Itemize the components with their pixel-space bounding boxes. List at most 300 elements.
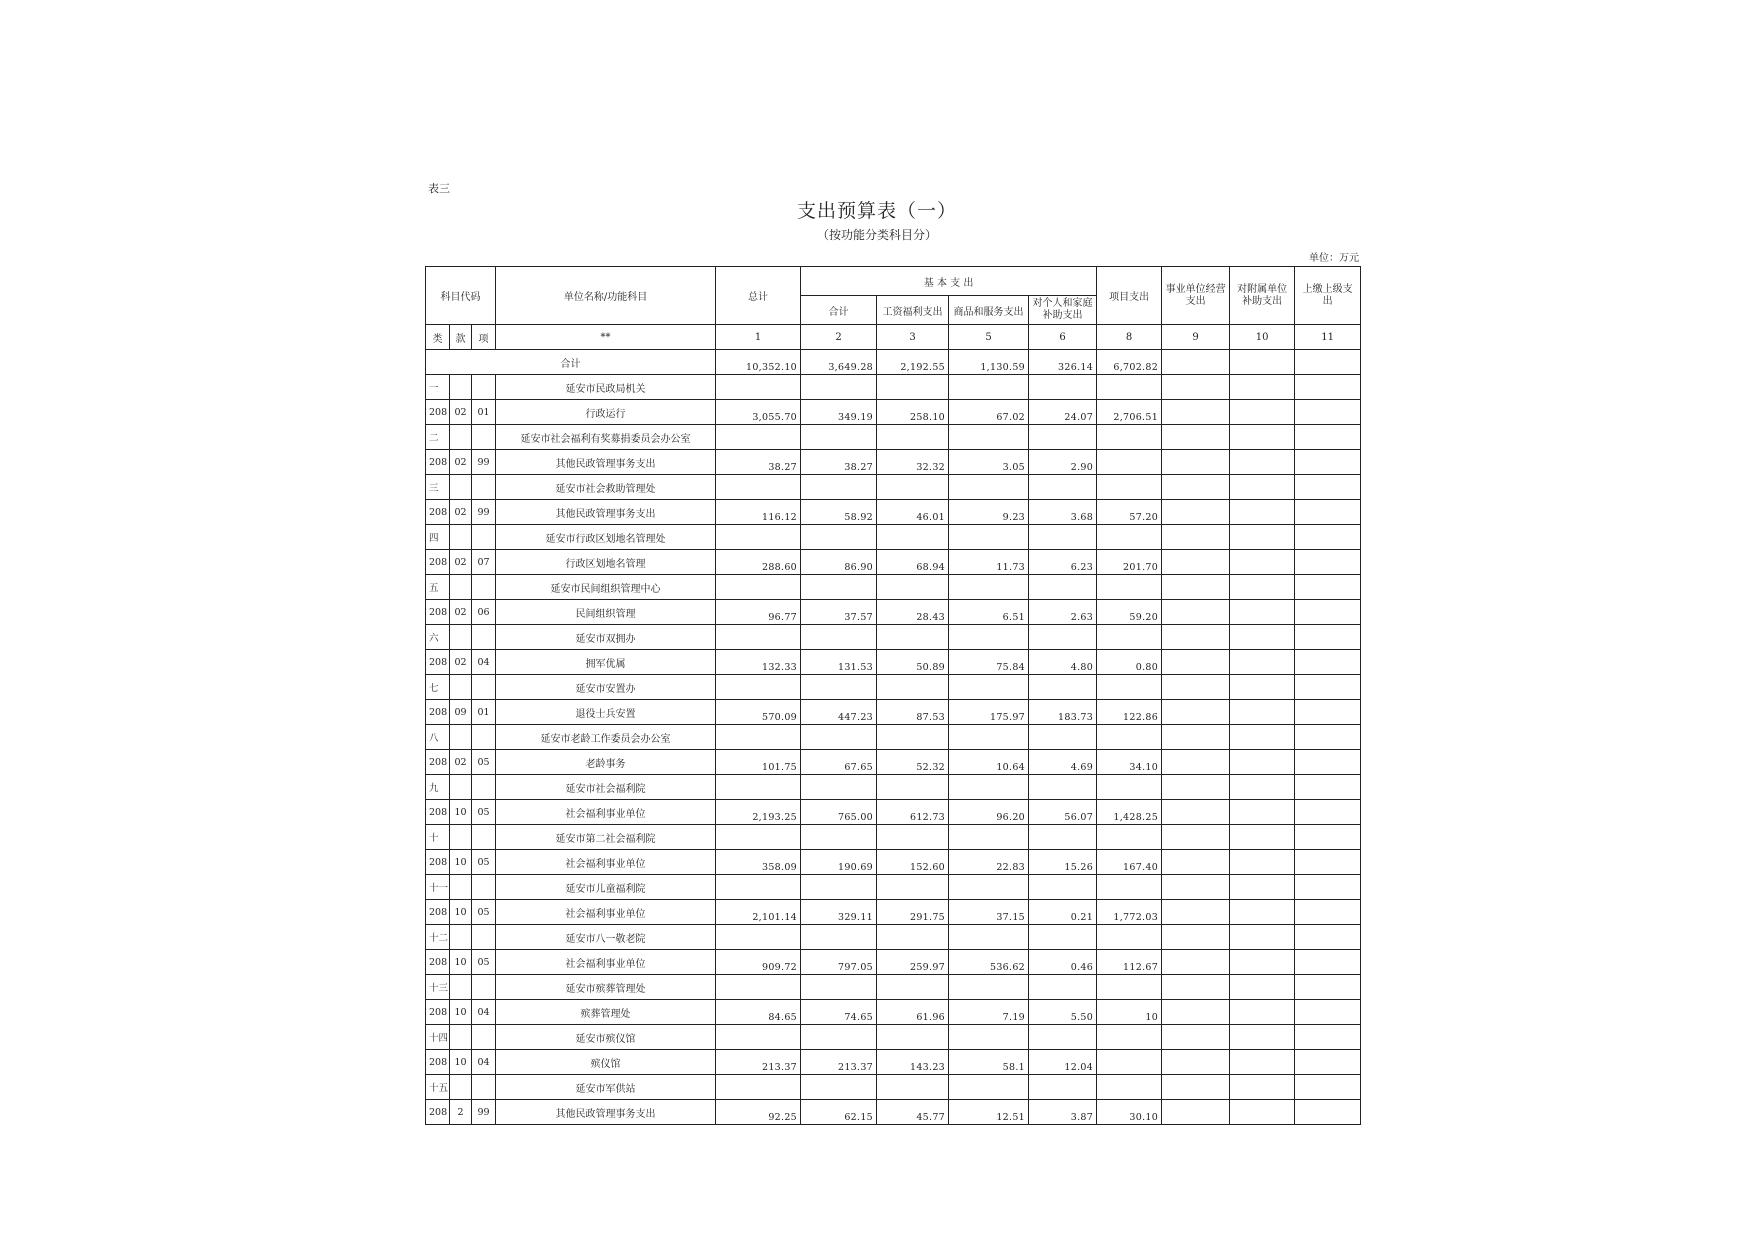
value-cell bbox=[1295, 525, 1361, 550]
value-cell: 765.00 bbox=[801, 800, 877, 825]
value-cell bbox=[1097, 975, 1162, 1000]
value-cell: 3.05 bbox=[949, 450, 1029, 475]
value-cell: 6,702.82 bbox=[1097, 350, 1162, 375]
value-cell bbox=[949, 675, 1029, 700]
unit-name-cell: 民间组织管理 bbox=[496, 600, 716, 625]
value-cell bbox=[716, 625, 801, 650]
lei-cell: 一 bbox=[426, 375, 450, 400]
value-cell bbox=[1295, 1050, 1361, 1075]
kuan-cell: 02 bbox=[450, 400, 472, 425]
value-cell: 349.19 bbox=[801, 400, 877, 425]
value-cell bbox=[801, 925, 877, 950]
value-cell: 2.63 bbox=[1029, 600, 1097, 625]
value-cell bbox=[1295, 400, 1361, 425]
value-cell: 2,706.51 bbox=[1097, 400, 1162, 425]
lei-cell: 十二 bbox=[426, 925, 450, 950]
value-cell bbox=[949, 775, 1029, 800]
value-cell bbox=[1295, 875, 1361, 900]
value-cell bbox=[1230, 475, 1295, 500]
kuan-cell bbox=[450, 575, 472, 600]
unit-name-cell: 延安市八一敬老院 bbox=[496, 925, 716, 950]
value-cell: 447.23 bbox=[801, 700, 877, 725]
value-cell bbox=[1029, 575, 1097, 600]
value-cell bbox=[1230, 1050, 1295, 1075]
value-cell bbox=[1097, 775, 1162, 800]
xiang-cell bbox=[472, 975, 496, 1000]
value-cell bbox=[1230, 425, 1295, 450]
value-cell bbox=[801, 625, 877, 650]
lei-cell: 八 bbox=[426, 725, 450, 750]
value-cell bbox=[1097, 1025, 1162, 1050]
value-cell bbox=[1029, 875, 1097, 900]
value-cell: 1,130.59 bbox=[949, 350, 1029, 375]
value-cell: 909.72 bbox=[716, 950, 801, 975]
value-cell: 2,192.55 bbox=[877, 350, 949, 375]
page-title: 支出预算表（一） bbox=[796, 200, 957, 222]
value-cell bbox=[1162, 1100, 1230, 1125]
header-upper: 上缴上级支出 bbox=[1295, 267, 1361, 325]
lei-cell: 六 bbox=[426, 625, 450, 650]
unit-name-cell: 延安市老龄工作委员会办公室 bbox=[496, 725, 716, 750]
xiang-cell bbox=[472, 675, 496, 700]
value-cell bbox=[949, 525, 1029, 550]
value-cell bbox=[1162, 525, 1230, 550]
value-cell: 3.68 bbox=[1029, 500, 1097, 525]
value-cell: 67.65 bbox=[801, 750, 877, 775]
value-cell: 30.10 bbox=[1097, 1100, 1162, 1125]
value-cell bbox=[1230, 700, 1295, 725]
xiang-cell: 99 bbox=[472, 1100, 496, 1125]
value-cell: 10,352.10 bbox=[716, 350, 801, 375]
value-cell bbox=[716, 975, 801, 1000]
kuan-cell bbox=[450, 775, 472, 800]
unit-name-cell: 拥军优属 bbox=[496, 650, 716, 675]
value-cell bbox=[1230, 625, 1295, 650]
xiang-cell: 01 bbox=[472, 400, 496, 425]
value-cell bbox=[1295, 900, 1361, 925]
xiang-cell: 05 bbox=[472, 850, 496, 875]
table-row bbox=[426, 900, 1361, 925]
table-row bbox=[426, 400, 1361, 425]
value-cell bbox=[877, 675, 949, 700]
value-cell bbox=[877, 575, 949, 600]
table-row bbox=[426, 600, 1361, 625]
value-cell bbox=[1097, 375, 1162, 400]
unit-name-cell: 延安市社会救助管理处 bbox=[496, 475, 716, 500]
value-cell bbox=[1295, 1000, 1361, 1025]
lei-cell: 208 bbox=[426, 1000, 450, 1025]
kuan-cell bbox=[450, 475, 472, 500]
value-cell bbox=[1029, 375, 1097, 400]
value-cell: 10 bbox=[1097, 1000, 1162, 1025]
value-cell bbox=[1162, 500, 1230, 525]
value-cell bbox=[801, 475, 877, 500]
value-cell bbox=[716, 825, 801, 850]
value-cell: 797.05 bbox=[801, 950, 877, 975]
value-cell: 1,772.03 bbox=[1097, 900, 1162, 925]
kuan-cell: 02 bbox=[450, 450, 472, 475]
value-cell bbox=[877, 875, 949, 900]
unit-name-cell: 社会福利事业单位 bbox=[496, 950, 716, 975]
xiang-cell bbox=[472, 825, 496, 850]
unit-name-cell: 殡仪馆 bbox=[496, 1050, 716, 1075]
value-cell bbox=[1162, 625, 1230, 650]
value-cell: 74.65 bbox=[801, 1000, 877, 1025]
value-cell bbox=[1295, 575, 1361, 600]
value-cell: 5.50 bbox=[1029, 1000, 1097, 1025]
header-project: 项目支出 bbox=[1097, 267, 1162, 325]
value-cell bbox=[1230, 725, 1295, 750]
value-cell bbox=[949, 1075, 1029, 1100]
header-index: 2 bbox=[801, 325, 877, 350]
value-cell bbox=[1162, 375, 1230, 400]
xiang-cell: 04 bbox=[472, 650, 496, 675]
header-lei: 类 bbox=[426, 325, 450, 350]
table-row bbox=[426, 1025, 1361, 1050]
value-cell: 15.26 bbox=[1029, 850, 1097, 875]
table-row bbox=[426, 575, 1361, 600]
value-cell bbox=[877, 425, 949, 450]
header-goods: 商品和服务支出 bbox=[949, 296, 1029, 325]
value-cell bbox=[877, 775, 949, 800]
value-cell: 131.53 bbox=[801, 650, 877, 675]
value-cell bbox=[1230, 1025, 1295, 1050]
value-cell bbox=[1295, 425, 1361, 450]
value-cell: 84.65 bbox=[716, 1000, 801, 1025]
unit-name-cell: 其他民政管理事务支出 bbox=[496, 450, 716, 475]
table-row bbox=[426, 625, 1361, 650]
value-cell bbox=[1230, 775, 1295, 800]
kuan-cell: 10 bbox=[450, 800, 472, 825]
header-index: 3 bbox=[877, 325, 949, 350]
xiang-cell bbox=[472, 1075, 496, 1100]
value-cell bbox=[1029, 825, 1097, 850]
value-cell bbox=[716, 1075, 801, 1100]
value-cell bbox=[1029, 775, 1097, 800]
unit-name-cell: 延安市殡葬管理处 bbox=[496, 975, 716, 1000]
value-cell bbox=[1230, 550, 1295, 575]
value-cell: 61.96 bbox=[877, 1000, 949, 1025]
kuan-cell bbox=[450, 525, 472, 550]
lei-cell: 208 bbox=[426, 950, 450, 975]
value-cell: 201.70 bbox=[1097, 550, 1162, 575]
header-row-1 bbox=[426, 267, 1361, 296]
xiang-cell: 04 bbox=[472, 1000, 496, 1025]
value-cell bbox=[1230, 600, 1295, 625]
table-row bbox=[426, 925, 1361, 950]
value-cell bbox=[1230, 450, 1295, 475]
value-cell bbox=[877, 825, 949, 850]
header-kuan: 款 bbox=[450, 325, 472, 350]
value-cell bbox=[1029, 1075, 1097, 1100]
xiang-cell bbox=[472, 575, 496, 600]
value-cell bbox=[949, 1025, 1029, 1050]
value-cell bbox=[1162, 1075, 1230, 1100]
value-cell bbox=[1029, 675, 1097, 700]
value-cell bbox=[877, 725, 949, 750]
value-cell bbox=[1230, 650, 1295, 675]
value-cell bbox=[877, 625, 949, 650]
table-row bbox=[426, 725, 1361, 750]
value-cell bbox=[1230, 875, 1295, 900]
table-row bbox=[426, 875, 1361, 900]
value-cell bbox=[1097, 525, 1162, 550]
header-basic-total: 合计 bbox=[801, 296, 877, 325]
header-salary: 工资福利支出 bbox=[877, 296, 949, 325]
value-cell bbox=[1295, 650, 1361, 675]
value-cell: 7.19 bbox=[949, 1000, 1029, 1025]
value-cell bbox=[1029, 625, 1097, 650]
value-cell bbox=[1162, 1025, 1230, 1050]
value-cell: 0.21 bbox=[1029, 900, 1097, 925]
value-cell: 96.77 bbox=[716, 600, 801, 625]
lei-cell: 十 bbox=[426, 825, 450, 850]
value-cell: 22.83 bbox=[949, 850, 1029, 875]
value-cell: 2,101.14 bbox=[716, 900, 801, 925]
unit-name-cell: 延安市双拥办 bbox=[496, 625, 716, 650]
xiang-cell bbox=[472, 875, 496, 900]
table-row bbox=[426, 550, 1361, 575]
unit-name-cell: 其他民政管理事务支出 bbox=[496, 1100, 716, 1125]
value-cell bbox=[1230, 525, 1295, 550]
value-cell bbox=[1295, 1075, 1361, 1100]
header-xiang: 项 bbox=[472, 325, 496, 350]
value-cell: 101.75 bbox=[716, 750, 801, 775]
value-cell bbox=[877, 375, 949, 400]
table-row bbox=[426, 1000, 1361, 1025]
page-subtitle: （按功能分类科目分） bbox=[816, 228, 937, 242]
xiang-cell: 99 bbox=[472, 450, 496, 475]
kuan-cell: 10 bbox=[450, 950, 472, 975]
value-cell: 37.57 bbox=[801, 600, 877, 625]
value-cell: 24.07 bbox=[1029, 400, 1097, 425]
unit-name-cell: 延安市社会福利院 bbox=[496, 775, 716, 800]
value-cell bbox=[801, 425, 877, 450]
value-cell bbox=[1230, 850, 1295, 875]
lei-cell: 208 bbox=[426, 600, 450, 625]
value-cell: 87.53 bbox=[877, 700, 949, 725]
table-row bbox=[426, 425, 1361, 450]
xiang-cell bbox=[472, 1025, 496, 1050]
value-cell bbox=[1162, 775, 1230, 800]
kuan-cell: 2 bbox=[450, 1100, 472, 1125]
value-cell bbox=[801, 775, 877, 800]
value-cell: 11.73 bbox=[949, 550, 1029, 575]
value-cell bbox=[1162, 600, 1230, 625]
value-cell bbox=[1295, 1025, 1361, 1050]
value-cell: 258.10 bbox=[877, 400, 949, 425]
unit-name-cell: 延安市安置办 bbox=[496, 675, 716, 700]
value-cell bbox=[1295, 925, 1361, 950]
value-cell bbox=[1162, 900, 1230, 925]
value-cell bbox=[949, 825, 1029, 850]
value-cell bbox=[1230, 900, 1295, 925]
kuan-cell: 02 bbox=[450, 550, 472, 575]
unit-name-cell: 延安市殡仪馆 bbox=[496, 1025, 716, 1050]
value-cell bbox=[1230, 975, 1295, 1000]
lei-cell: 四 bbox=[426, 525, 450, 550]
value-cell: 4.69 bbox=[1029, 750, 1097, 775]
value-cell: 62.15 bbox=[801, 1100, 877, 1125]
value-cell: 58.1 bbox=[949, 1050, 1029, 1075]
value-cell bbox=[1097, 725, 1162, 750]
value-cell bbox=[801, 1075, 877, 1100]
value-cell bbox=[1230, 750, 1295, 775]
value-cell: 143.23 bbox=[877, 1050, 949, 1075]
value-cell bbox=[949, 625, 1029, 650]
value-cell bbox=[1295, 375, 1361, 400]
unit-name-cell: 行政运行 bbox=[496, 400, 716, 425]
value-cell bbox=[1029, 975, 1097, 1000]
lei-cell: 十四 bbox=[426, 1025, 450, 1050]
lei-cell: 208 bbox=[426, 1100, 450, 1125]
unit-name-cell: 社会福利事业单位 bbox=[496, 900, 716, 925]
value-cell: 67.02 bbox=[949, 400, 1029, 425]
xiang-cell bbox=[472, 775, 496, 800]
value-cell: 116.12 bbox=[716, 500, 801, 525]
value-cell bbox=[716, 925, 801, 950]
kuan-cell: 02 bbox=[450, 500, 472, 525]
value-cell bbox=[1295, 450, 1361, 475]
value-cell bbox=[1295, 675, 1361, 700]
value-cell: 213.37 bbox=[801, 1050, 877, 1075]
header-index: 1 bbox=[716, 325, 801, 350]
kuan-cell bbox=[450, 675, 472, 700]
header-index-stars: ** bbox=[496, 325, 716, 350]
value-cell bbox=[1162, 925, 1230, 950]
header-index: 6 bbox=[1029, 325, 1097, 350]
value-cell bbox=[1097, 425, 1162, 450]
lei-cell: 二 bbox=[426, 425, 450, 450]
value-cell bbox=[1162, 875, 1230, 900]
value-cell bbox=[1162, 700, 1230, 725]
xiang-cell bbox=[472, 625, 496, 650]
value-cell: 3.87 bbox=[1029, 1100, 1097, 1125]
lei-cell: 208 bbox=[426, 400, 450, 425]
value-cell bbox=[1029, 525, 1097, 550]
value-cell: 259.97 bbox=[877, 950, 949, 975]
value-cell bbox=[1230, 575, 1295, 600]
value-cell: 612.73 bbox=[877, 800, 949, 825]
kuan-cell: 02 bbox=[450, 600, 472, 625]
value-cell bbox=[1162, 475, 1230, 500]
kuan-cell: 02 bbox=[450, 750, 472, 775]
xiang-cell: 05 bbox=[472, 800, 496, 825]
value-cell bbox=[1097, 575, 1162, 600]
value-cell bbox=[1162, 975, 1230, 1000]
value-cell: 1,428.25 bbox=[1097, 800, 1162, 825]
table-row bbox=[426, 800, 1361, 825]
unit-name-cell: 老龄事务 bbox=[496, 750, 716, 775]
value-cell bbox=[1295, 950, 1361, 975]
value-cell bbox=[1097, 825, 1162, 850]
value-cell bbox=[1029, 1025, 1097, 1050]
value-cell bbox=[1097, 450, 1162, 475]
value-cell bbox=[1162, 950, 1230, 975]
value-cell bbox=[1230, 375, 1295, 400]
value-cell: 122.86 bbox=[1097, 700, 1162, 725]
value-cell: 190.69 bbox=[801, 850, 877, 875]
table-row bbox=[426, 1050, 1361, 1075]
value-cell bbox=[1162, 650, 1230, 675]
value-cell bbox=[801, 575, 877, 600]
value-cell bbox=[1295, 1100, 1361, 1125]
kuan-cell bbox=[450, 1075, 472, 1100]
table-row bbox=[426, 650, 1361, 675]
header-index-row bbox=[426, 325, 1361, 350]
value-cell: 0.46 bbox=[1029, 950, 1097, 975]
value-cell: 86.90 bbox=[801, 550, 877, 575]
value-cell bbox=[1295, 475, 1361, 500]
table-row bbox=[426, 775, 1361, 800]
value-cell bbox=[716, 375, 801, 400]
value-cell: 32.32 bbox=[877, 450, 949, 475]
value-cell bbox=[1029, 725, 1097, 750]
value-cell bbox=[1162, 1000, 1230, 1025]
table-row bbox=[426, 475, 1361, 500]
value-cell bbox=[949, 975, 1029, 1000]
header-subject-code: 科目代码 bbox=[426, 267, 496, 325]
value-cell bbox=[1029, 425, 1097, 450]
value-cell bbox=[1162, 825, 1230, 850]
value-cell: 213.37 bbox=[716, 1050, 801, 1075]
unit-name-cell: 社会福利事业单位 bbox=[496, 800, 716, 825]
value-cell bbox=[877, 525, 949, 550]
value-cell bbox=[801, 1025, 877, 1050]
table-row bbox=[426, 1075, 1361, 1100]
value-cell bbox=[1295, 600, 1361, 625]
value-cell: 52.32 bbox=[877, 750, 949, 775]
value-cell bbox=[1295, 725, 1361, 750]
value-cell bbox=[716, 425, 801, 450]
xiang-cell bbox=[472, 725, 496, 750]
value-cell: 38.27 bbox=[716, 450, 801, 475]
value-cell bbox=[1097, 625, 1162, 650]
value-cell: 75.84 bbox=[949, 650, 1029, 675]
value-cell bbox=[1295, 700, 1361, 725]
value-cell bbox=[1162, 550, 1230, 575]
value-cell bbox=[1162, 350, 1230, 375]
value-cell bbox=[877, 1075, 949, 1100]
kuan-cell: 10 bbox=[450, 850, 472, 875]
table-row bbox=[426, 500, 1361, 525]
value-cell: 34.10 bbox=[1097, 750, 1162, 775]
value-cell bbox=[1162, 750, 1230, 775]
value-cell bbox=[1162, 850, 1230, 875]
value-cell bbox=[877, 1025, 949, 1050]
lei-cell: 208 bbox=[426, 850, 450, 875]
unit-name-cell: 其他民政管理事务支出 bbox=[496, 500, 716, 525]
unit-name-cell: 行政区划地名管理 bbox=[496, 550, 716, 575]
header-operating: 事业单位经营支出 bbox=[1162, 267, 1230, 325]
kuan-cell: 09 bbox=[450, 700, 472, 725]
value-cell: 37.15 bbox=[949, 900, 1029, 925]
value-cell bbox=[1162, 575, 1230, 600]
value-cell bbox=[801, 375, 877, 400]
value-cell bbox=[1162, 425, 1230, 450]
xiang-cell bbox=[472, 525, 496, 550]
table-row bbox=[426, 450, 1361, 475]
value-cell bbox=[1162, 675, 1230, 700]
table-row bbox=[426, 675, 1361, 700]
value-cell bbox=[716, 475, 801, 500]
value-cell bbox=[801, 825, 877, 850]
unit-name-cell: 延安市行政区划地名管理处 bbox=[496, 525, 716, 550]
kuan-cell: 10 bbox=[450, 1000, 472, 1025]
value-cell: 326.14 bbox=[1029, 350, 1097, 375]
value-cell bbox=[1230, 800, 1295, 825]
unit-name-cell: 殡葬管理处 bbox=[496, 1000, 716, 1025]
